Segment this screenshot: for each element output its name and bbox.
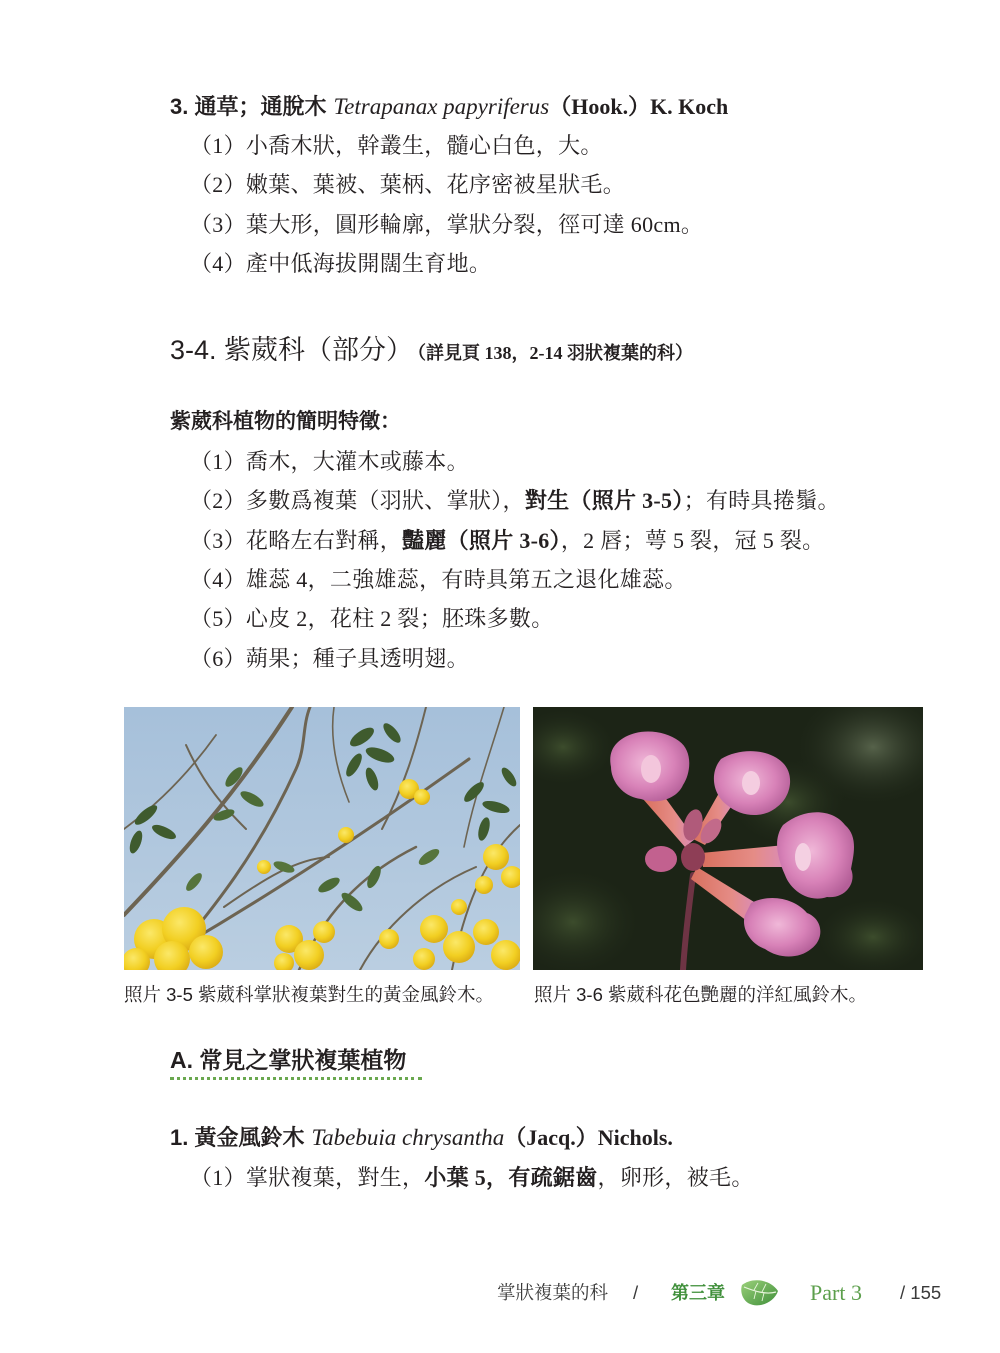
- feature-emphasis: 對生（照片 3-5）: [524, 488, 684, 513]
- leaf-icon: [740, 1277, 780, 1309]
- tabebuia-heading-label: 1. 黃金風鈴木: [170, 1125, 305, 1150]
- tabebuia-latin-name: Tabebuia chrysantha: [311, 1125, 505, 1150]
- subsection-dotted-underline: [170, 1077, 422, 1080]
- footer-separator: /: [633, 1282, 639, 1303]
- photo-3-5-caption: 照片 3-5 紫葳科掌狀複葉對生的黃金風鈴木。: [124, 984, 495, 1005]
- footer-part: Part 3: [810, 1280, 862, 1305]
- feature-text: （3）花略左右對稱，: [190, 528, 403, 553]
- tabebuia-item: [190, 1163, 754, 1193]
- tetrapanax-item: （4）產中低海拔開闊生育地。: [190, 251, 492, 276]
- tabebuia-heading: [170, 1123, 673, 1153]
- photo-3-6-caption: 照片 3-6 紫葳科花色艷麗的洋紅風鈴木。: [534, 984, 868, 1005]
- leaf-icon-graphic: [740, 1277, 780, 1309]
- tabebuia-item-text: ，卵形，被毛。: [597, 1165, 754, 1190]
- tabebuia-item-emphasis: 小葉 5，有疏鋸齒: [424, 1165, 598, 1190]
- feature-item: （4）雄蕊 4，二強雄蕊，有時具第五之退化雄蕊。: [190, 567, 687, 592]
- feature-emphasis: 豔麗（照片 3-6）: [402, 528, 561, 553]
- feature-text: ；有時具捲鬚。: [683, 488, 840, 513]
- tetrapanax-heading-label: 3. 通草；通脫木: [170, 94, 327, 119]
- tetrapanax-authority: （Hook.）K. Koch: [549, 94, 729, 119]
- tetrapanax-latin-name: Tetrapanax papyriferus: [333, 94, 550, 119]
- subsection-title: A. 常見之掌狀複葉植物: [170, 1047, 407, 1073]
- footer-chapter: 第三章: [671, 1283, 725, 1303]
- page-number: / 155: [900, 1282, 942, 1303]
- tetrapanax-heading: [170, 92, 728, 122]
- feature-text: ，2 唇；萼 5 裂，冠 5 裂。: [560, 528, 825, 553]
- photo-3-6-image: [533, 707, 923, 970]
- feature-item: [190, 486, 840, 516]
- section-title-text: 3-4. 紫葳科（部分）: [170, 335, 414, 365]
- footer-chapter-topic: 掌狀複葉的科: [497, 1282, 609, 1303]
- feature-item: （6）蒴果；種子具透明翅。: [190, 646, 469, 671]
- tabebuia-item-text: （1）掌狀複葉，對生，: [190, 1165, 425, 1190]
- feature-item: （1）喬木，大灌木或藤本。: [190, 449, 469, 474]
- tabebuia-authority: （Jacq.）Nichols.: [504, 1125, 673, 1150]
- photo-3-6: [533, 707, 923, 970]
- section-cross-reference: （詳見頁 138，2-14 羽狀複葉的科）: [417, 343, 694, 363]
- features-title: 紫葳科植物的簡明特徵：: [170, 410, 401, 433]
- tetrapanax-item: （3）葉大形，圓形輪廓，掌狀分裂，徑可達 60cm。: [190, 212, 704, 237]
- feature-item: （5）心皮 2，花柱 2 裂；胚珠多數。: [190, 606, 554, 631]
- photo-3-5: [124, 707, 520, 970]
- tetrapanax-item: （1）小喬木狀，幹叢生，髓心白色，大。: [190, 133, 603, 158]
- section-title: [170, 332, 693, 371]
- feature-item: [190, 526, 824, 556]
- photo-3-5-image: [124, 707, 520, 970]
- feature-text: （2）多數爲複葉（羽狀、掌狀），: [190, 488, 525, 513]
- tetrapanax-item: （2）嫩葉、葉被、葉柄、花序密被星狀毛。: [190, 172, 626, 197]
